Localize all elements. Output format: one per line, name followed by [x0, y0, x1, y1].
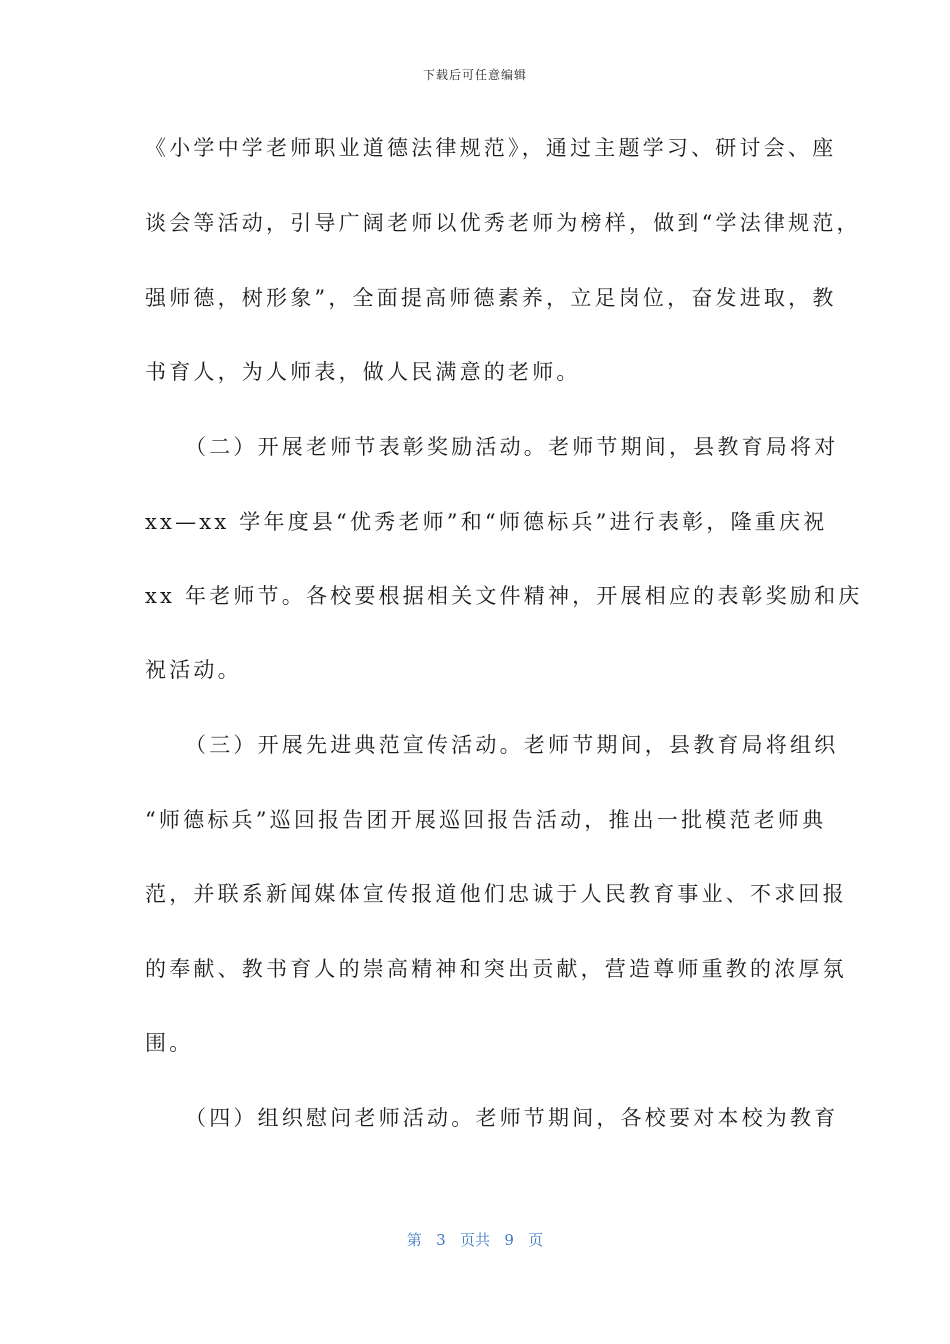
- footer-middle: 页共: [459, 1231, 490, 1249]
- body-line-4: 书育人，为人师表，做人民满意的老师。: [145, 360, 581, 384]
- footer-total-pages: 9: [504, 1231, 514, 1249]
- body-line-9: （三）开展先进典范宣传活动。老师节期间，县教育局将组织: [185, 733, 839, 757]
- body-line-11: 范，并联系新闻媒体宣传报道他们忠诚于人民教育事业、不求回报: [145, 882, 847, 906]
- body-line-10: “师德标兵”巡回报告团开展巡回报告活动，推出一批模范老师典: [145, 808, 827, 832]
- body-line-6: xx—xx 学年度县“优秀老师”和“师德标兵”进行表彰，隆重庆祝: [145, 510, 828, 534]
- body-line-7: xx 年老师节。各校要根据相关文件精神，开展相应的表彰奖励和庆: [145, 584, 863, 608]
- body-line-14: （四）组织慰问老师活动。老师节期间，各校要对本校为教育: [185, 1106, 839, 1130]
- body-line-12: 的奉献、教书育人的崇高精神和突出贡献，营造尊师重教的浓厚氛: [145, 957, 847, 981]
- footer-current-page: 3: [436, 1231, 446, 1249]
- body-line-3: 强师德，树形象”，全面提高师德素养，立足岗位，奋发进取，教: [145, 286, 837, 310]
- page-footer: [0, 1229, 950, 1250]
- body-line-8: 祝活动。: [145, 658, 242, 682]
- page-header: 下载后可任意编辑: [422, 68, 527, 82]
- body-line-1: 《小学中学老师职业道德法律规范》，通过主题学习、研讨会、座: [145, 136, 837, 160]
- body-line-5: （二）开展老师节表彰奖励活动。老师节期间，县教育局将对: [185, 435, 839, 459]
- footer-suffix: 页: [528, 1231, 544, 1249]
- body-line-13: 围。: [145, 1031, 194, 1055]
- body-line-2: 谈会等活动，引导广阔老师以优秀老师为榜样，做到“学法律规范，: [145, 211, 861, 235]
- footer-prefix: 第: [406, 1231, 422, 1249]
